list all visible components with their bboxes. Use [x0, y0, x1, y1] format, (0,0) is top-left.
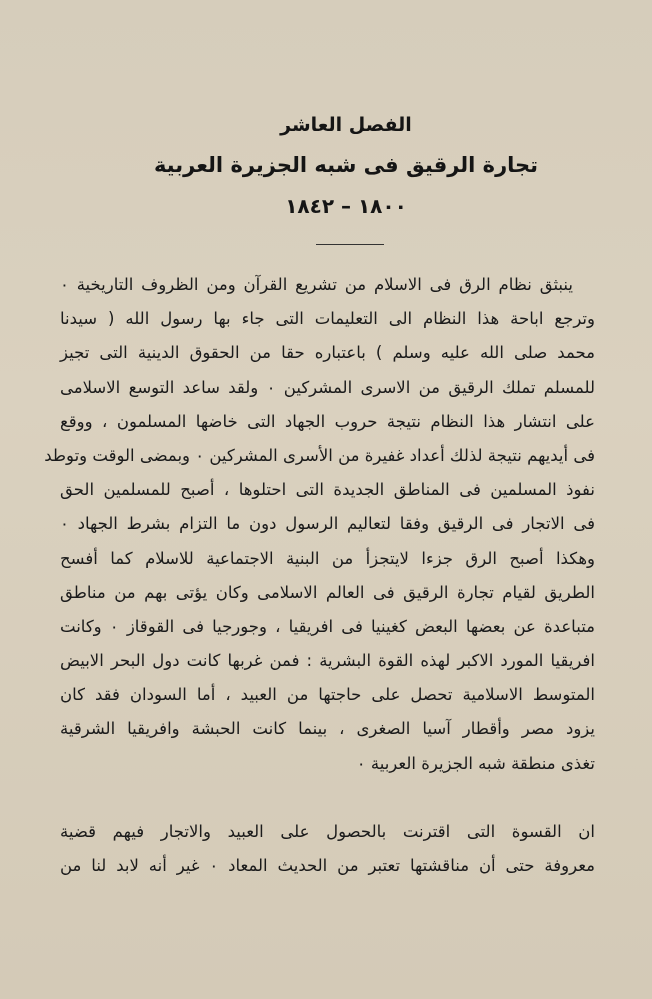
header-divider — [316, 244, 384, 245]
chapter-number: الفصل العاشر — [280, 114, 412, 136]
text-line: نفوذ المسلمين فى المناطق الجديدة التى احتلوها ، أصبح للمسلمين الحق — [60, 480, 595, 500]
text-line: المتوسط الاسلامية تحصل على حاجتها من العبيد ، أما السودان فقد كان — [60, 685, 595, 705]
paragraph-2 — [60, 815, 595, 883]
text-line: على انتشار هذا النظام نتيجة حروب الجهاد التى خاضها المسلمون ، ووقع — [60, 411, 595, 431]
text-line: محمد صلى الله عليه وسلم ) باعتباره حقا من الحقوق الدينية التى تجيز — [60, 343, 595, 363]
text-line: فى أيديهم نتيجة لذلك أعداد غفيرة من الأسرى المشركين ٠ وبمضى الوقت وتوطد — [44, 445, 595, 465]
text-line: متباعدة عن بعضها البعض كغينيا فى افريقيا ، وجورجيا فى القوقاز ٠ وكانت — [60, 616, 596, 636]
text-line: الطريق لقيام تجارة الرقيق فى العالم الاسلامى وكان يؤتى بهم من مناطق — [60, 582, 595, 602]
chapter-header — [0, 112, 652, 220]
paragraph-gap — [60, 781, 595, 815]
chapter-dates: ١٨٠٠ – ١٨٤٢ — [285, 194, 407, 218]
text-line: للمسلم تملك الرقيق من الاسرى المشركين ٠ ولقد ساعد التوسع الاسلامى — [60, 377, 595, 397]
text-line: افريقيا المورد الاكبر لهذه القوة البشرية : فمن غربها كانت دول البحر الابيض — [60, 651, 595, 671]
text-line: تغذى منطقة شبه الجزيرة العربية ٠ — [356, 753, 595, 773]
text-line: معروفة حتى أن مناقشتها تعتبر من الحديث المعاد ٠ غير أنه لابد لنا من — [60, 856, 595, 875]
text-line: يزود مصر وأقطار آسيا الصغرى ، بينما كانت الحبشة وافريقيا الشرقية — [60, 719, 595, 739]
body-text — [44, 268, 596, 883]
text-line: وترجع اباحة هذا النظام الى التعليمات التى جاء بها رسول الله ( سيدنا — [60, 309, 595, 329]
text-line: وهكذا أصبح الرق جزءا لايتجزأ من البنية الاجتماعية للاسلام كما أفسح — [60, 548, 595, 568]
text-line: ينبثق نظام الرق فى الاسلام من تشريع القرآن ومن الظروف التاريخية ٠ — [60, 275, 573, 294]
text-line: فى الاتجار فى الرقيق وفقا لتعاليم الرسول دون ما التزام بشرط الجهاد ٠ — [60, 514, 595, 534]
paragraph-1 — [44, 268, 596, 781]
chapter-title: تجارة الرقيق فى شبه الجزيرة العربية — [153, 153, 539, 177]
text-line: ان القسوة التى اقترنت بالحصول على العبيد والاتجار فيهم قضية — [60, 821, 595, 841]
